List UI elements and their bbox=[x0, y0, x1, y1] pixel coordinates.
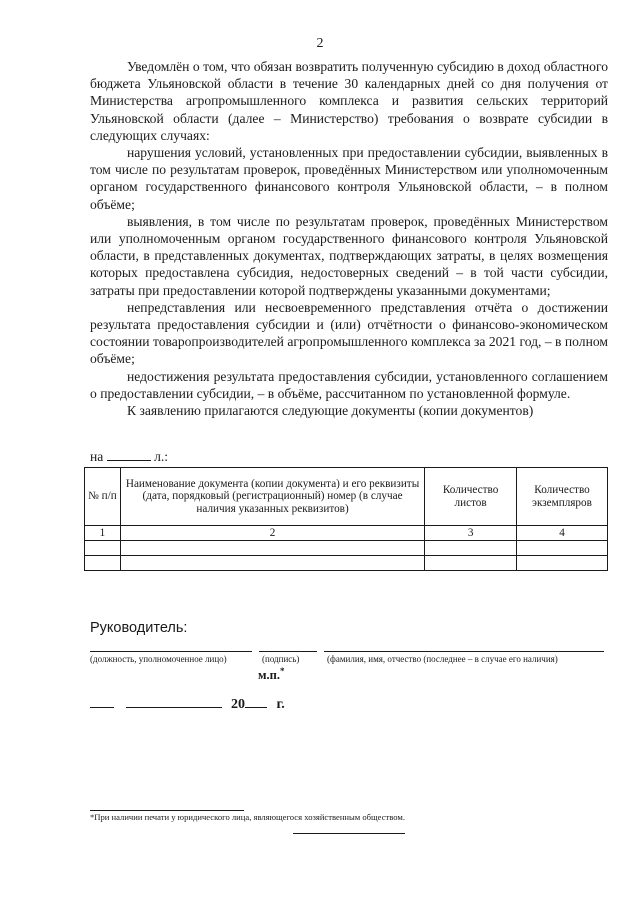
full-name-line[interactable] bbox=[324, 651, 604, 652]
table-cell[interactable] bbox=[425, 541, 517, 556]
header-copy-count: Количество экземпляров bbox=[517, 468, 608, 526]
table-cell: 4 bbox=[517, 526, 608, 541]
signature-caption: (подпись) bbox=[262, 654, 300, 664]
table-numbering-row bbox=[85, 526, 608, 541]
header-sheet-count: Количество листов bbox=[425, 468, 517, 526]
documents-table bbox=[84, 467, 608, 571]
table-row bbox=[85, 541, 608, 556]
docs-count-blank[interactable] bbox=[107, 449, 151, 461]
docs-prefix: на bbox=[90, 449, 104, 464]
table-cell[interactable] bbox=[120, 556, 424, 571]
full-name-caption: (фамилия, имя, отчество (последнее – в случае его наличия) bbox=[327, 654, 558, 664]
docs-count-line bbox=[90, 449, 168, 465]
date-month-blank[interactable] bbox=[126, 694, 222, 708]
signer-label: Руководитель: bbox=[90, 620, 188, 636]
date-year-blank[interactable] bbox=[245, 694, 267, 708]
footnote-separator bbox=[90, 810, 244, 811]
table-cell: 2 bbox=[120, 526, 424, 541]
header-number: № п/п bbox=[85, 468, 121, 526]
position-line[interactable] bbox=[90, 651, 252, 652]
table-cell[interactable] bbox=[85, 556, 121, 571]
body-text bbox=[90, 58, 608, 419]
table-cell: 1 bbox=[85, 526, 121, 541]
table-row bbox=[85, 556, 608, 571]
stamp-footnote-mark: * bbox=[279, 666, 285, 676]
docs-suffix: л.: bbox=[154, 449, 169, 464]
table-header-row bbox=[85, 468, 608, 526]
table-cell[interactable] bbox=[425, 556, 517, 571]
header-document-name: Наименование документа (копии документа) и его реквизиты (дата, порядковый (регистрационный) номер (в случае наличия указанных реквизитов) bbox=[120, 468, 424, 526]
stamp-place bbox=[258, 666, 284, 683]
date-year-suffix: г. bbox=[276, 697, 285, 712]
paragraph: недостижения результата предоставления субсидии, установленного соглашением о предоставлении субсидии, – в объёме, рассчитанном по установленной формуле. bbox=[90, 368, 608, 401]
table-cell[interactable] bbox=[120, 541, 424, 556]
table-cell[interactable] bbox=[85, 541, 121, 556]
paragraph: выявления, в том числе по результатам проверок, проведённых Министерством или уполномоченным органом государственного финансового контроля Ульяновской области, в представленных документах, подтверждающих затраты, в целях возмещения которых предоставлена субсидия, недостоверных сведений – в той части субсидии, затраты при предоставлении которой подтверждены указанными документами; bbox=[90, 213, 608, 298]
signature-line[interactable] bbox=[259, 651, 317, 652]
position-caption: (должность, уполномоченное лицо) bbox=[90, 654, 227, 664]
paragraph: К заявлению прилагаются следующие документы (копии документов) bbox=[127, 403, 534, 419]
footnote: *При наличии печати у юридического лица, являющегося хозяйственным обществом. bbox=[90, 812, 405, 822]
date-day-blank[interactable] bbox=[90, 694, 114, 708]
paragraph: нарушения условий, установленных при предоставлении субсидии, выявленных в том числе по результатам проверок, проведённых Министерством или уполномоченным органом государственного финансового контроля Ульяновской области, – в полном объёме; bbox=[90, 145, 608, 212]
table-cell[interactable] bbox=[517, 556, 608, 571]
table-cell[interactable] bbox=[517, 541, 608, 556]
date-year-prefix: 20 bbox=[231, 697, 245, 712]
end-rule bbox=[293, 833, 405, 834]
paragraph: Уведомлён о том, что обязан возвратить полученную субсидию в доход областного бюджета Ульяновской области в течение 30 календарных дней со дня получения от Министерства агропромышленного комплекса и развития сельских территорий Ульяновской области (далее – Министерство) требования о возврате субсидии в следующих случаях: bbox=[90, 59, 608, 143]
date-row bbox=[90, 694, 285, 713]
table-cell: 3 bbox=[425, 526, 517, 541]
stamp-label: м.п. bbox=[258, 668, 280, 683]
page-number: 2 bbox=[316, 36, 324, 51]
paragraph: непредставления или несвоевременного представления отчёта о достижении результата предоставления субсидии и (или) отчётности о финансово-экономическом состоянии товаропроизводителей агропромышленного комплекса за 2021 год, – в полном объёме; bbox=[90, 299, 608, 367]
